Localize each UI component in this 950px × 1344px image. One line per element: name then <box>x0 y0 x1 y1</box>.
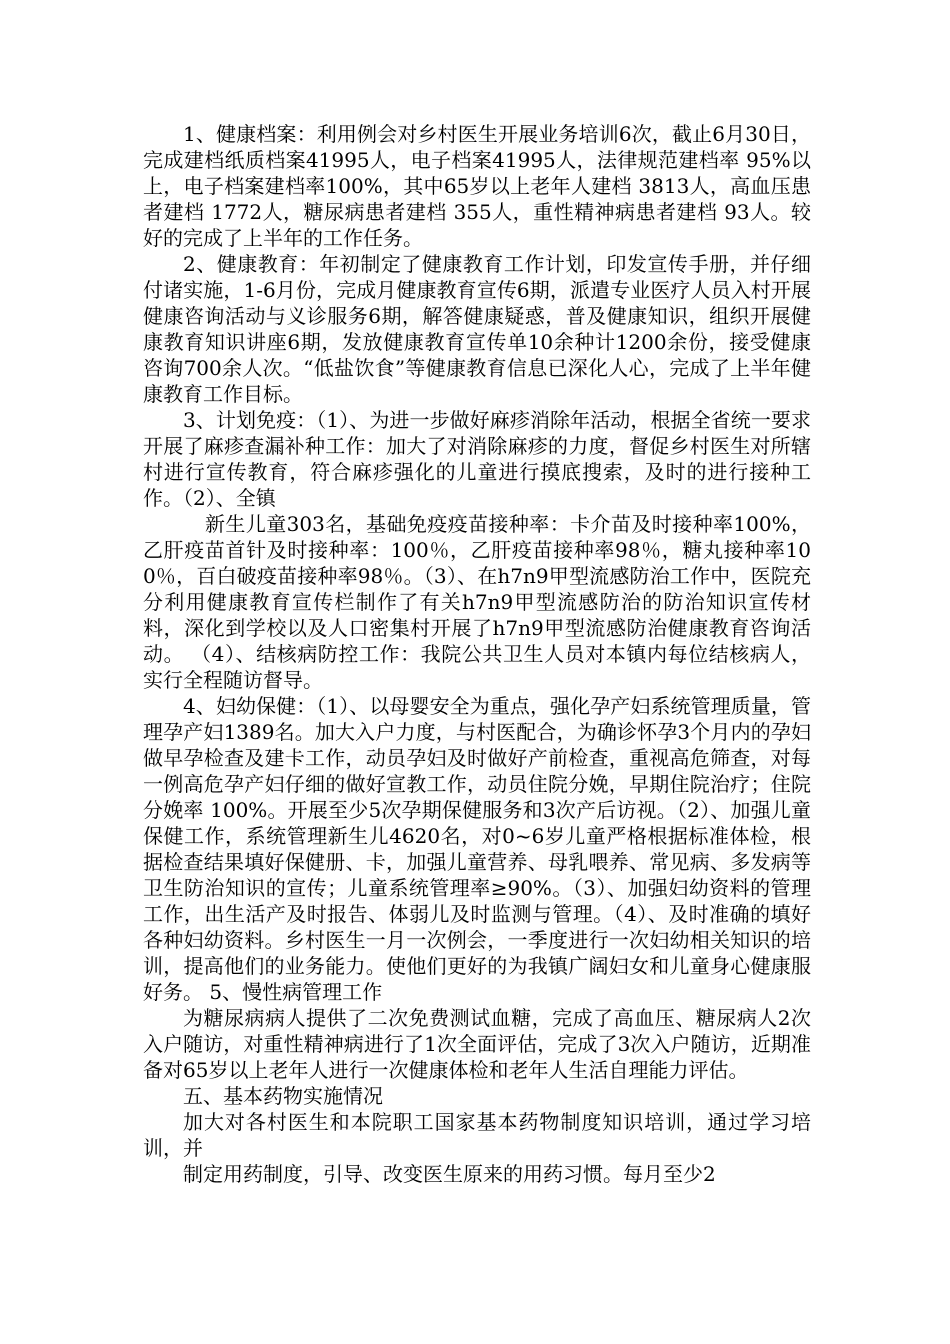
paragraph-maternal-child-health: 4、妇幼保健：（1）、以母婴安全为重点，强化孕产妇系统管理质量，管理孕产妇1389名。加大入户力度，与村医配合，为确诊怀孕3个月内的孕妇做早孕检查及建卡工作，动员孕妇及时做好产前检查，重视高危筛查，对每一例高危孕产妇仔细的做好宣教工作，动员住院分娩，早期住院治疗；住院分娩率 100%。开展至少5次孕期保健服务和3次产后访视。（2）、加强儿童保健工作，系统管理新生儿4620名，对0~6岁儿童严格根据标准体检，根据检查结果填好保健册、卡，加强儿童营养、母乳喂养、常见病、多发病等卫生防治知识的宣传；儿童系统管理率≥90%。（3）、加强妇幼资料的管理工作，出生活产及时报告、体弱儿及时监测与管理。（4）、及时准确的填好各种妇幼资料。乡村医生一月一次例会，一季度进行一次妇幼相关知识的培训，提高他们的业务能力。使他们更好的为我镇广阔妇女和儿童身心健康服好务。 5、慢性病管理工作 <box>143 694 811 1004</box>
section-heading-essential-medicines: 五、基本药物实施情况 <box>183 1084 383 1108</box>
paragraph-immunization-continued: 新生儿童303名，基础免疫疫苗接种率：卡介苗及时接种率100%，乙肝疫苗首针及时接种率：100％，乙肝疫苗接种率98％，糖丸接种率100％，百白破疫苗接种率98％。（3）、在h7n9甲型流感防治工作中，医院充分利用健康教育宣传栏制作了有关h7n9甲型流感防治的防治知识宣传材料，深化到学校以及人口密集村开展了h7n9甲型流感防治健康教育咨询活动。 （4）、结核病防控工作：我院公共卫生人员对本镇内每位结核病人，实行全程随访督导。 <box>143 512 811 692</box>
paragraph-chronic-disease: 为糖尿病病人提供了二次免费测试血糖，完成了高血压、糖尿病人2次入户随访，对重性精神病进行了1次全面评估，完成了3次入户随访，近期准备对65岁以上老年人进行一次健康体检和老年人生活自理能力评估。 <box>143 1006 811 1082</box>
paragraph-essential-medicines-training: 加大对各村医生和本院职工国家基本药物制度知识培训，通过学习培训，并 <box>143 1110 811 1160</box>
paragraph-medication-system: 制定用药制度，引导、改变医生原来的用药习惯。每月至少2 <box>183 1162 716 1186</box>
document-body <box>143 121 811 1187</box>
paragraph-health-records: 1、健康档案：利用例会对乡村医生开展业务培训6次，截止6月30日，完成建档纸质档案41995人，电子档案41995人，法律规范建档率 95%以上，电子档案建档率100%，其中65岁以上老年人建档 3813人，高血压患者建档 1772人，糖尿病患者建档 355人，重性精神病患者建档 93人。较好的完成了上半年的工作任务。 <box>143 122 811 250</box>
paragraph-health-education: 2、健康教育：年初制定了健康教育工作计划，印发宣传手册，并仔细付诸实施，1-6月份，完成月健康教育宣传6期，派遣专业医疗人员入村开展健康咨询活动与义诊服务6期，解答健康疑惑，普及健康知识，组织开展健康教育知识讲座6期，发放健康教育宣传单10余种计1200余份，接受健康咨询700余人次。“低盐饮食”等健康教育信息已深化人心，完成了上半年健康教育工作目标。 <box>143 252 811 406</box>
paragraph-immunization: 3、计划免疫：（1）、为进一步做好麻疹消除年活动，根据全省统一要求开展了麻疹查漏补种工作：加大了对消除麻疹的力度，督促乡村医生对所辖村进行宣传教育，符合麻疹强化的儿童进行摸底搜索，及时的进行接种工作。（2）、全镇 <box>143 408 811 510</box>
